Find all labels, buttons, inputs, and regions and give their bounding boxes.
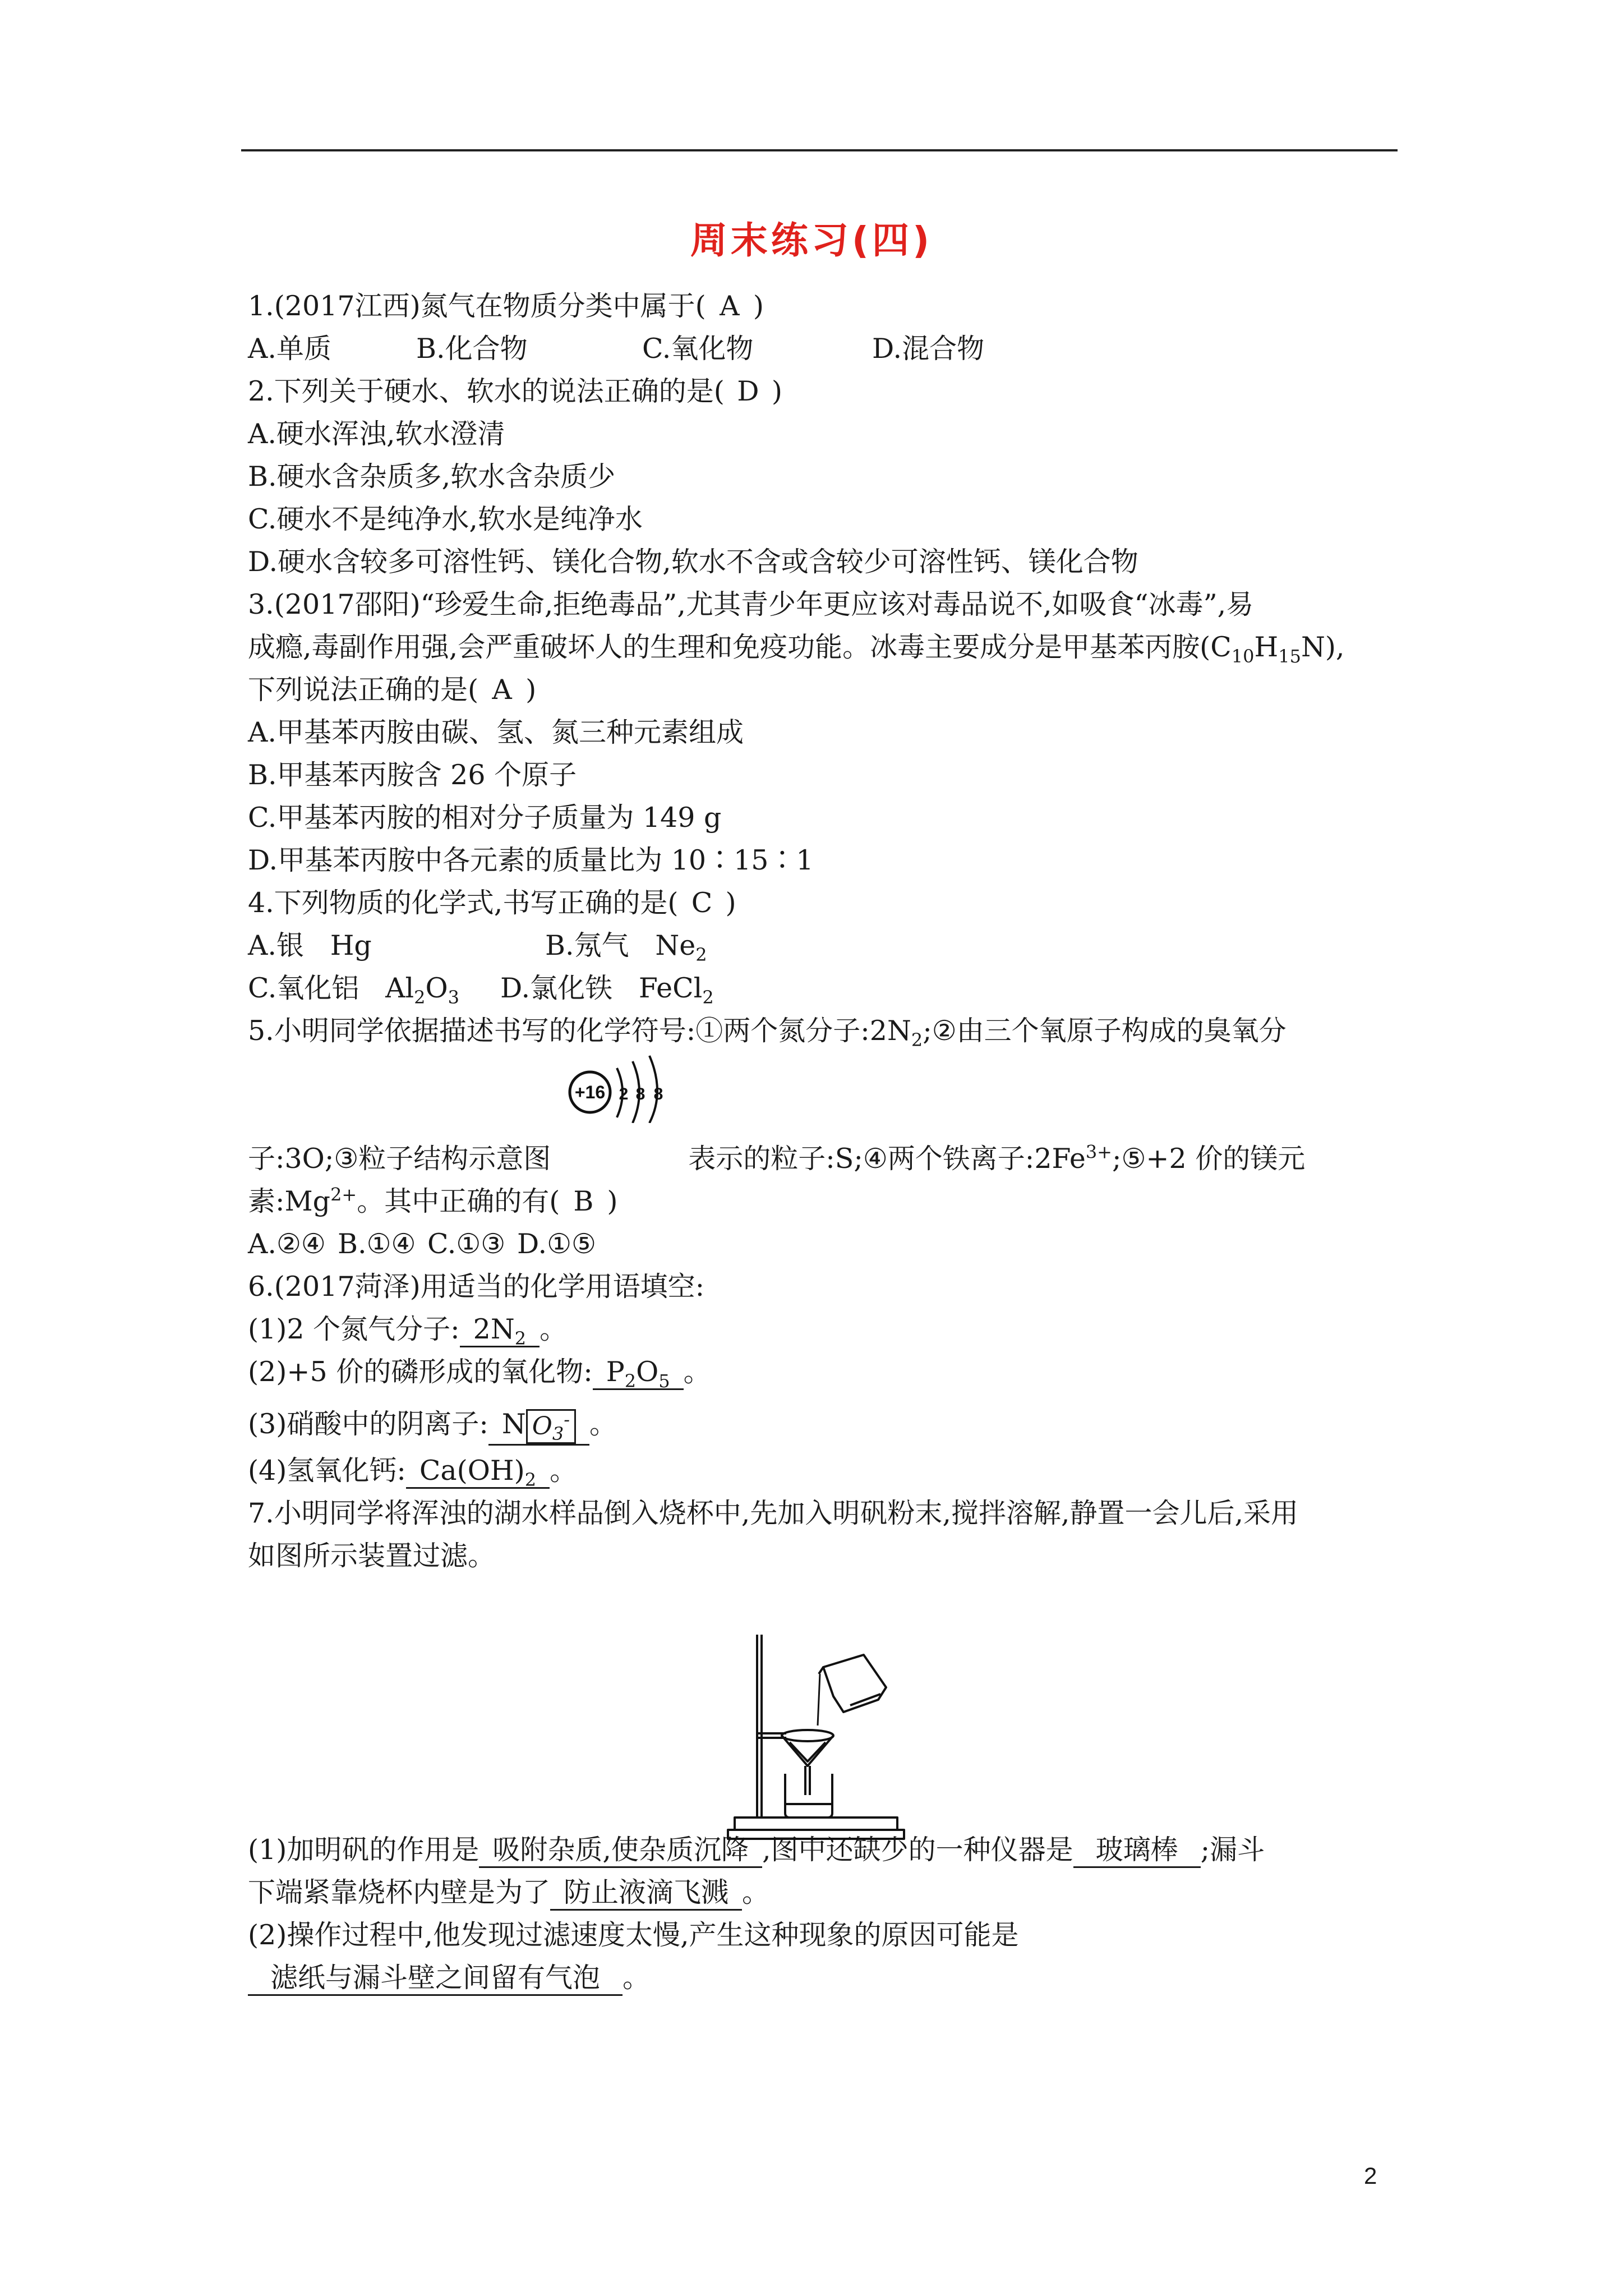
q5-line-3: 素$:Mg^{2+}$。其中正确的有( B ) — [248, 1180, 1375, 1223]
q4-option-c: C.氧化铝 $Al_2O_3$ — [248, 972, 460, 1008]
q6-part-2: (2)+5 价的磷形成的氧化物: $P_2O_5$ 。 — [248, 1356, 711, 1392]
q4-options-row-2 — [248, 967, 1375, 1010]
q2-stem: 2.下列关于硬水、软水的说法正确的是( D ) — [248, 370, 1375, 413]
q4-answer: C — [691, 887, 713, 919]
q7-answer-4: 滤纸与漏斗壁之间留有气泡 — [248, 1962, 623, 1996]
q5-option-b: B.①④ — [338, 1228, 416, 1260]
q3-answer: A — [492, 674, 512, 706]
q4-stem: 4.下列物质的化学式,书写正确的是( C ) — [248, 882, 1375, 924]
q3-option-d: D.甲基苯丙胺中各元素的质量比为 10∶15∶1 — [248, 844, 814, 876]
q6-answer-2: $P_2O_5$ — [593, 1356, 684, 1390]
q6-stem: 6.(2017菏泽)用适当的化学用语填空: — [248, 1271, 705, 1303]
q2-answer: D — [737, 375, 759, 407]
q4-option-b: B.氖气 $Ne_2$ — [545, 930, 707, 965]
q4-option-a: A.银 Hg — [248, 930, 372, 961]
q6-part-3: (3)硝酸中的阴离子: N $O_3^-$ 。 — [248, 1393, 1375, 1450]
stand-base — [735, 1818, 897, 1830]
q2-option-a: A.硬水浑浊,软水澄清 — [248, 418, 505, 450]
q6-part-1: (1)2 个氮气分子: $2N_2$ 。 — [248, 1313, 568, 1349]
shell-1-count: 2 — [619, 1085, 629, 1103]
q5-option-a: A.②④ — [248, 1228, 326, 1260]
q6-answer-3: N $O_3^-$ — [488, 1408, 589, 1446]
q3-option-b: B.甲基苯丙胺含 26 个原子 — [248, 759, 577, 791]
pour-stream — [818, 1674, 820, 1726]
q6-part-4: (4)氢氧化钙: $Ca(OH)_2$ 。 — [248, 1455, 578, 1490]
q3-line-3: 下列说法正确的是( A ) — [248, 669, 1375, 711]
q5-diagram-spacer — [248, 1052, 1375, 1138]
q7-answer-2: 玻璃棒 — [1073, 1834, 1201, 1868]
q1-option-a: A.单质 — [248, 333, 331, 365]
shell-2-count: 8 — [635, 1085, 645, 1103]
q1-answer: A — [720, 290, 740, 322]
q1-options — [248, 328, 1375, 370]
header-rule — [241, 149, 1398, 151]
q5-line-2: 子:3O;③粒子结构示意图 表示的粒子:S;④两个铁离子$:2Fe^{3+};⑤+2$ 价的镁元 — [248, 1141, 1306, 1175]
q1-stem: 1.(2017江西)氮气在物质分类中属于( A ) — [248, 285, 1375, 328]
q7-answer-3: 防止液滴飞溅 — [550, 1876, 742, 1911]
page-title: 周末练习(四) — [690, 219, 933, 262]
q7-sub-2-line-1: (2)操作过程中,他发现过滤速度太慢,产生这种现象的原因可能是 — [248, 1919, 1019, 1951]
q7-answer-1: 吸附杂质,使杂质沉降 — [479, 1834, 762, 1868]
q1-option-c: C.氧化物 — [642, 333, 754, 365]
q5-options — [248, 1223, 1375, 1266]
filtration-apparatus-figure — [723, 1627, 909, 1846]
q4-options-row-1 — [248, 924, 1375, 967]
q4-option-d: D.氯化铁 FeCl$_2$ — [500, 972, 714, 1008]
q7-sub-1-line-2: 下端紧靠烧杯内壁是为了 防止液滴飞溅 。 — [248, 1871, 1375, 1914]
stand-foot — [728, 1830, 904, 1839]
q7-line-2: 如图所示装置过滤。 — [248, 1540, 496, 1572]
nucleus-charge: +16 — [574, 1082, 606, 1102]
q1-option-d: D.混合物 — [872, 333, 985, 365]
q5-option-d: D.①⑤ — [517, 1228, 596, 1260]
q3-line-1: 3.(2017邵阳)“珍爱生命,拒绝毒品”,尤其青少年更应该对毒品说不,如吸食“冰毒”,易 — [248, 588, 1254, 620]
q2-option-b: B.硬水含杂质多,软水含杂质少 — [248, 461, 616, 493]
q6-nitrate-box: $O_3^-$ — [526, 1409, 576, 1444]
funnel-rim — [782, 1730, 833, 1741]
q3-option-c: C.甲基苯丙胺的相对分子质量为 149 g — [248, 802, 722, 834]
q7-sub-2-line-2: 滤纸与漏斗壁之间留有气泡 。 — [248, 1957, 1375, 1999]
q1-option-b: B.化合物 — [416, 333, 528, 365]
shell-3-count: 8 — [653, 1085, 663, 1103]
q7-line-1: 7.小明同学将浑浊的湖水样品倒入烧杯中,先加入明矾粉末,搅拌溶解,静置一会儿后,采用 — [248, 1497, 1299, 1529]
q5-answer: B — [573, 1185, 594, 1217]
q5-option-c: C.①③ — [427, 1228, 506, 1260]
q5-line-1: 5.小明同学依据描述书写的化学符号:①两个氮分子$:2N_2;②$由三个氧原子构成的臭氧分 — [248, 1015, 1287, 1051]
q3-option-a: A.甲基苯丙胺由碳、氢、氮三种元素组成 — [248, 716, 744, 748]
q6-answer-4: $Ca(OH)_2$ — [406, 1455, 550, 1489]
q2-option-c: C.硬水不是纯净水,软水是纯净水 — [248, 503, 643, 535]
page-number: 2 — [1364, 2162, 1377, 2189]
q7-sub-1-line-1: (1)加明矾的作用是 吸附杂质,使杂质沉降 ,图中还缺少的一种仪器是 玻璃棒 ;漏斗 — [248, 1829, 1375, 1871]
q2-option-d: D.硬水含较多可溶性钙、镁化合物,软水不含或含较少可溶性钙、镁化合物 — [248, 546, 1138, 578]
q3-line-2: 成瘾,毒副作用强,会严重破坏人的生理和免疫功能。冰毒主要成分是甲基苯丙胺$(C_{10}H_{15}N)$, — [248, 631, 1345, 667]
q6-answer-1: $2N_2$ — [460, 1313, 540, 1347]
atom-structure-diagram — [562, 1039, 697, 1123]
